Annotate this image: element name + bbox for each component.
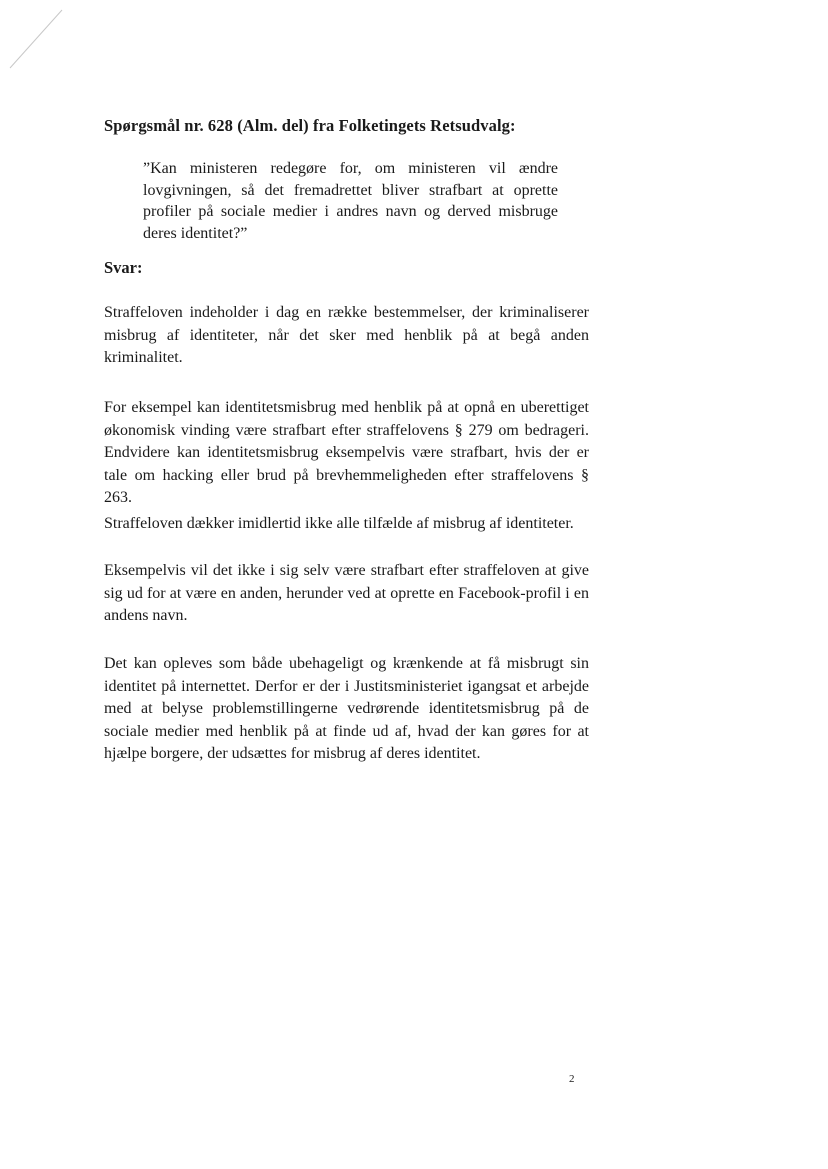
answer-paragraph-1: Straffeloven indeholder i dag en række bestemmelser, der kriminaliserer misbrug af identiteter, når det sker med henblik på at begå anden kriminalitet. — [104, 304, 589, 366]
scan-corner-line — [0, 0, 70, 80]
answer-paragraph-3: Straffeloven dækker imidlertid ikke alle tilfælde af misbrug af identiteter. — [104, 515, 574, 532]
question-heading: Spørgsmål nr. 628 (Alm. del) fra Folketingets Retsudvalg: — [104, 116, 516, 135]
page-number: 2 — [569, 1073, 575, 1085]
answer-paragraph-4: Eksempelvis vil det ikke i sig selv være strafbart efter straffeloven at give sig ud for at være en anden, herunder ved at oprette en Facebook-profil i en andens navn. — [104, 562, 589, 624]
question-quote: ”Kan ministeren redegøre for, om ministeren vil ændre lovgivningen, så det fremadrettet bliver strafbart at oprette profiler på sociale medier i andres navn og derved misbruge deres identitet?” — [143, 160, 558, 242]
answer-label: Svar: — [104, 258, 143, 277]
answer-paragraph-5: Det kan opleves som både ubehageligt og krænkende at få misbrugt sin identitet på internettet. Derfor er der i Justitsministeriet igangsat et arbejde med at belyse problemstillingerne vedrørende identitetsmisbrug på de sociale medier med henblik på at finde ud af, hvad der kan gøres for at hjælpe borgere, der udsættes for misbrug af deres identitet. — [104, 655, 589, 762]
answer-paragraph-2: For eksempel kan identitetsmisbrug med henblik på at opnå en uberettiget økonomisk vinding være strafbart efter straffelovens § 279 om bedrageri. Endvidere kan identitetsmisbrug eksempelvis være strafbart, hvis der er tale om hacking eller brud på brevhemmeligheden efter straffelovens § 263. — [104, 399, 589, 506]
